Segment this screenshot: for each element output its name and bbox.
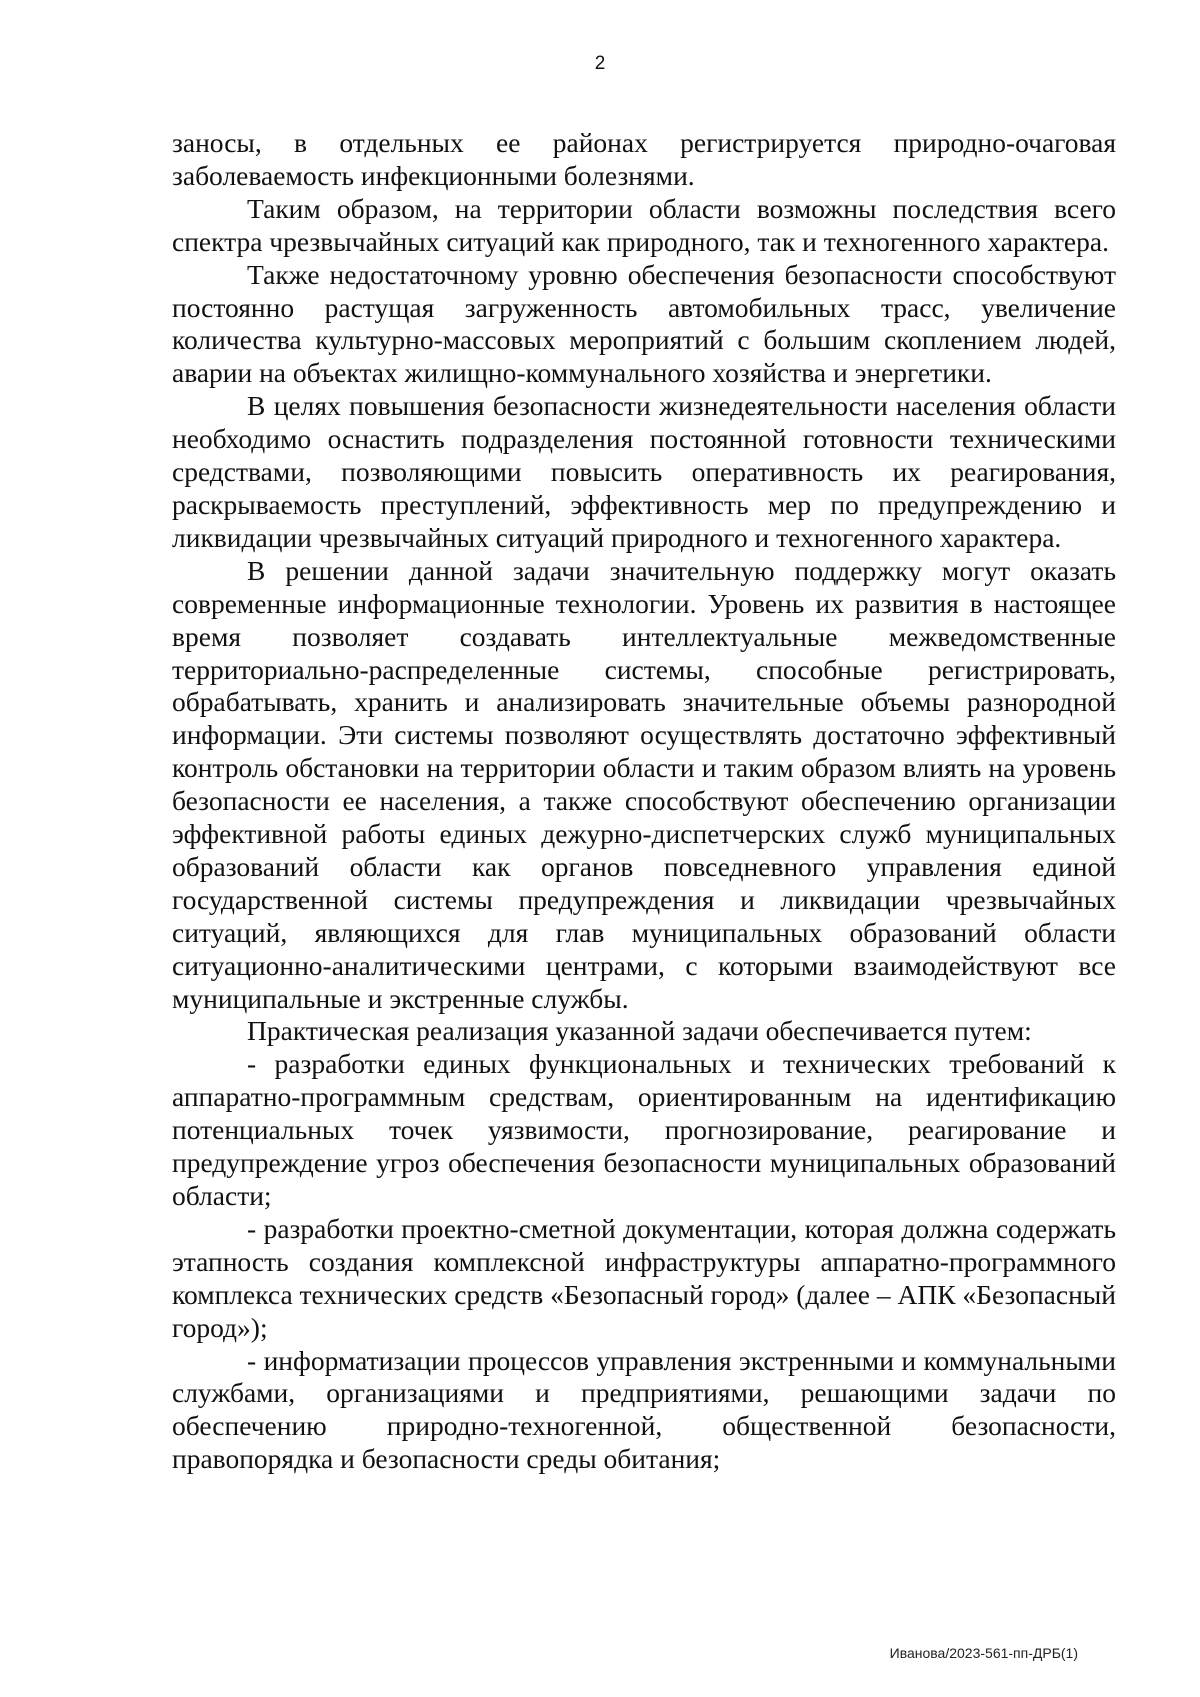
list-item: - разработки единых функциональных и технических требований к аппаратно-программным средствам, ориентированным на идентификацию потенциальных точек уязвимости, прогнозирование, реагирование и предупреждение угроз обеспечения безопасности муниципальных образований области; (172, 1048, 1116, 1211)
list-item: - информатизации процессов управления экстренными и коммунальными службами, организациями и предприятиями, решающими задачи по обеспечению природно-техногенной, общественной безопасности, правопорядка и безопасности среды обитания; (172, 1344, 1116, 1475)
document-body (172, 127, 1116, 1476)
paragraph: заносы, в отдельных ее районах регистрируется природно-очаговая заболеваемость инфекционными болезнями. (172, 127, 1116, 191)
paragraph: В решении данной задачи значительную поддержку могут оказать современные информационные технологии. Уровень их развития в настоящее время позволяет создавать интеллектуальные межведомственные территориально-распределенные системы, способные регистрировать, обрабатывать, хранить и анализировать значительные объемы разнородной информации. Эти системы позволяют осуществлять достаточно эффективный контроль обстановки на территории области и таким образом влиять на уровень безопасности ее населения, а также способствуют обеспечению организации эффективной работы единых дежурно-диспетчерских служб муниципальных образований области как органов повседневного управления единой государственной системы предупреждения и ликвидации чрезвычайных ситуаций, являющихся для глав муниципальных образований области ситуационно-аналитическими центрами, с которыми взаимодействуют все муниципальные и экстренные службы. (172, 554, 1116, 1014)
paragraph: Практическая реализация указанной задачи обеспечивается путем: (247, 1015, 1032, 1047)
paragraph: В целях повышения безопасности жизнедеятельности населения области необходимо оснастить подразделения постоянной готовности техническими средствами, позволяющими повысить оперативность их реагирования, раскрываемость преступлений, эффективность мер по предупреждению и ликвидации чрезвычайных ситуаций природного и техногенного характера. (172, 390, 1116, 553)
page-number: 2 (594, 53, 606, 74)
paragraph: Таким образом, на территории области возможны последствия всего спектра чрезвычайных ситуаций как природного, так и техногенного характера. (172, 192, 1116, 257)
list-item: - разработки проектно-сметной документации, которая должна содержать этапность создания комплексной инфраструктуры аппаратно-программного комплекса технических средств «Безопасный город» (далее – АПК «Безопасный город»); (172, 1212, 1116, 1343)
document-reference-code: Иванова/2023-561-пп-ДРБ(1) (889, 1645, 1078, 1661)
paragraph: Также недостаточному уровню обеспечения безопасности способствуют постоянно растущая загруженность автомобильных трасс, увеличение количества культурно-массовых мероприятий с большим скоплением людей, аварии на объектах жилищно-коммунального хозяйства и энергетики. (172, 258, 1116, 389)
